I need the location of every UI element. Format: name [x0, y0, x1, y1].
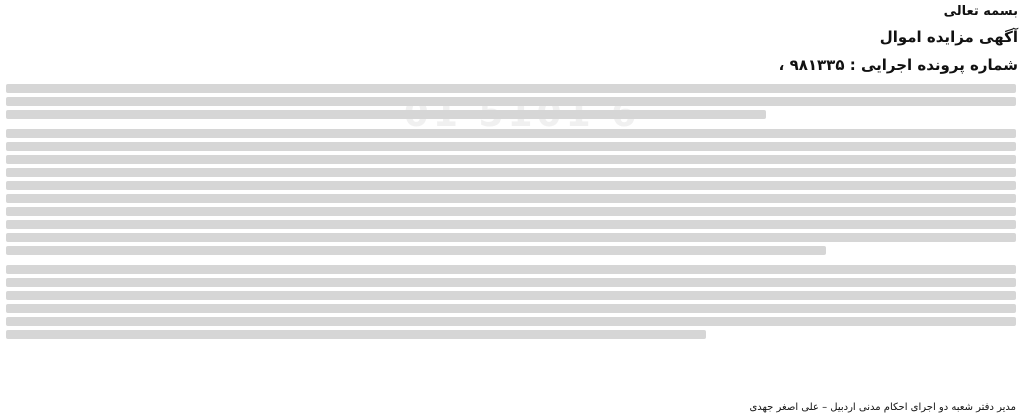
paragraph-parties-lines — [6, 84, 1018, 119]
paragraph-auction-terms-lines — [6, 265, 1018, 339]
notice-title: آگهی مزایده اموال — [879, 28, 1018, 46]
paragraph-auction-terms — [6, 265, 1018, 339]
file-number-heading: شماره پرونده اجرایی : ۹۸۱۳۳۵ ، — [778, 56, 1018, 74]
basmala-heading: بسمه تعالی — [943, 4, 1018, 19]
paragraph-parties — [6, 84, 1018, 119]
signature-line: مدیر دفتر شعبه دو اجرای احکام مدنی اردبیل – علی اصغر جهدی — [749, 402, 1016, 413]
paragraph-appraisal-lines — [6, 129, 1018, 255]
paragraph-appraisal — [6, 129, 1018, 255]
